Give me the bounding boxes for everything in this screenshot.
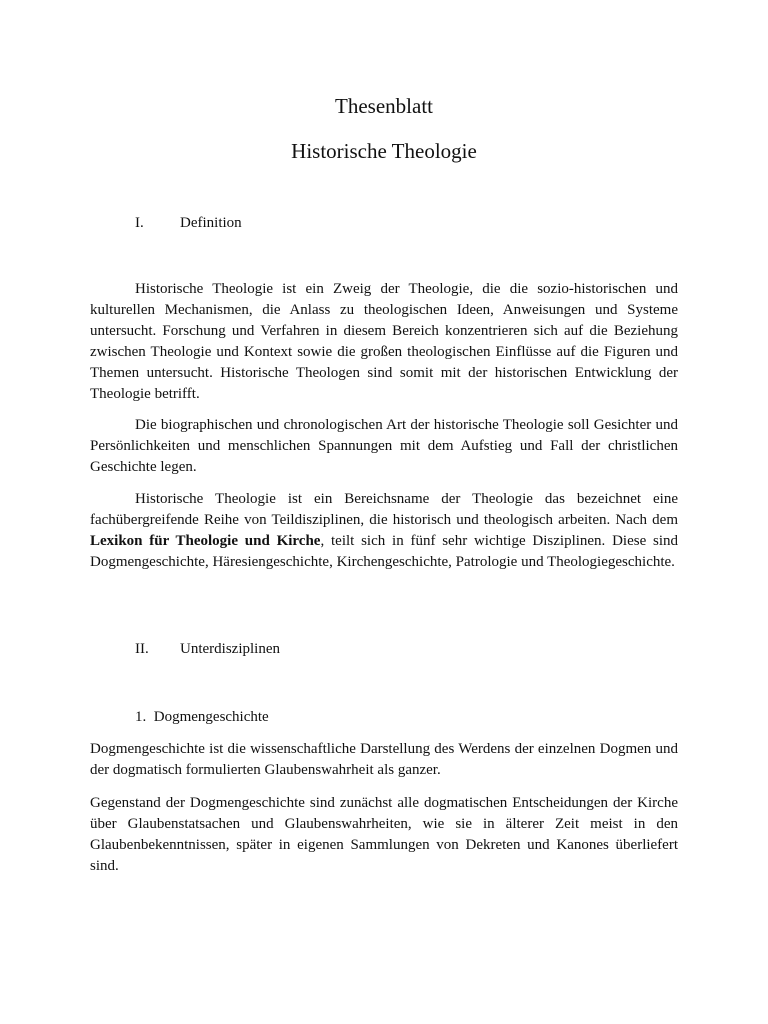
section-number: II. — [135, 641, 149, 657]
paragraph-text: Historische Theologie ist ein Bereichsname der Theologie das bezeichnet eine fachübergreifende Reihe von Teildisziplinen, die historisch und theologisch arbeiten. Nach dem — [90, 491, 678, 528]
paragraph — [90, 489, 678, 573]
bold-reference: Lexikon für Theologie und Kirche — [90, 533, 321, 549]
paragraph: Historische Theologie ist ein Zweig der Theologie, die die sozio-historischen und kulturellen Mechanismen, die Anlass zu theologischen Ideen, Anweisungen und Systeme untersucht. Forschung und Verfahren in diesem Bereich konzentrieren sich auf die Beziehung zwischen Theologie und Kontext sowie die großen theologischen Einflüsse auf die Figuren und Themen untersucht. Historische Theologen sind somit mit der historischen Entwicklung der Theologie betrifft. — [90, 281, 678, 402]
section-number: I. — [135, 215, 144, 231]
page-subtitle: Historische Theologie — [291, 139, 477, 163]
paragraph-text: , teilt sich in fünf sehr wichtige Disziplinen. Diese sind Dogmengeschichte, Häresiengeschichte, Kirchengeschichte, Patrologie und Theologiegeschichte. — [90, 533, 679, 570]
section-label: Definition — [180, 215, 242, 231]
paragraph: Dogmengeschichte ist die wissenschaftliche Darstellung des Werdens der einzelnen Dogmen und der dogmatisch formulierten Glaubenswahrheit als ganzer. — [90, 741, 678, 778]
paragraph: Die biographischen und chronologischen Art der historische Theologie soll Gesichter und Persönlichkeiten und menschlichen Spannungen mit dem Aufstieg und Fall der christlichen Geschichte legen. — [90, 417, 678, 475]
subsection-heading-dogmengeschichte — [135, 707, 269, 727]
subsection-label: Dogmengeschichte — [153, 709, 269, 725]
section-heading-unterdisziplinen — [135, 639, 435, 659]
section-label: Unterdisziplinen — [180, 641, 280, 657]
subsection-number: 1. — [135, 709, 147, 725]
section-heading-definition — [135, 213, 435, 233]
page-title: Thesenblatt — [335, 94, 433, 118]
paragraph: Gegenstand der Dogmengeschichte sind zunächst alle dogmatischen Entscheidungen der Kirche über Glaubenstatsachen und Glaubenswahrheiten, wie sie in älterer Zeit meist in den Glaubenbekenntnissen, später in eigenen Sammlungen von Dekreten und Kanones überliefert sind. — [90, 795, 678, 874]
